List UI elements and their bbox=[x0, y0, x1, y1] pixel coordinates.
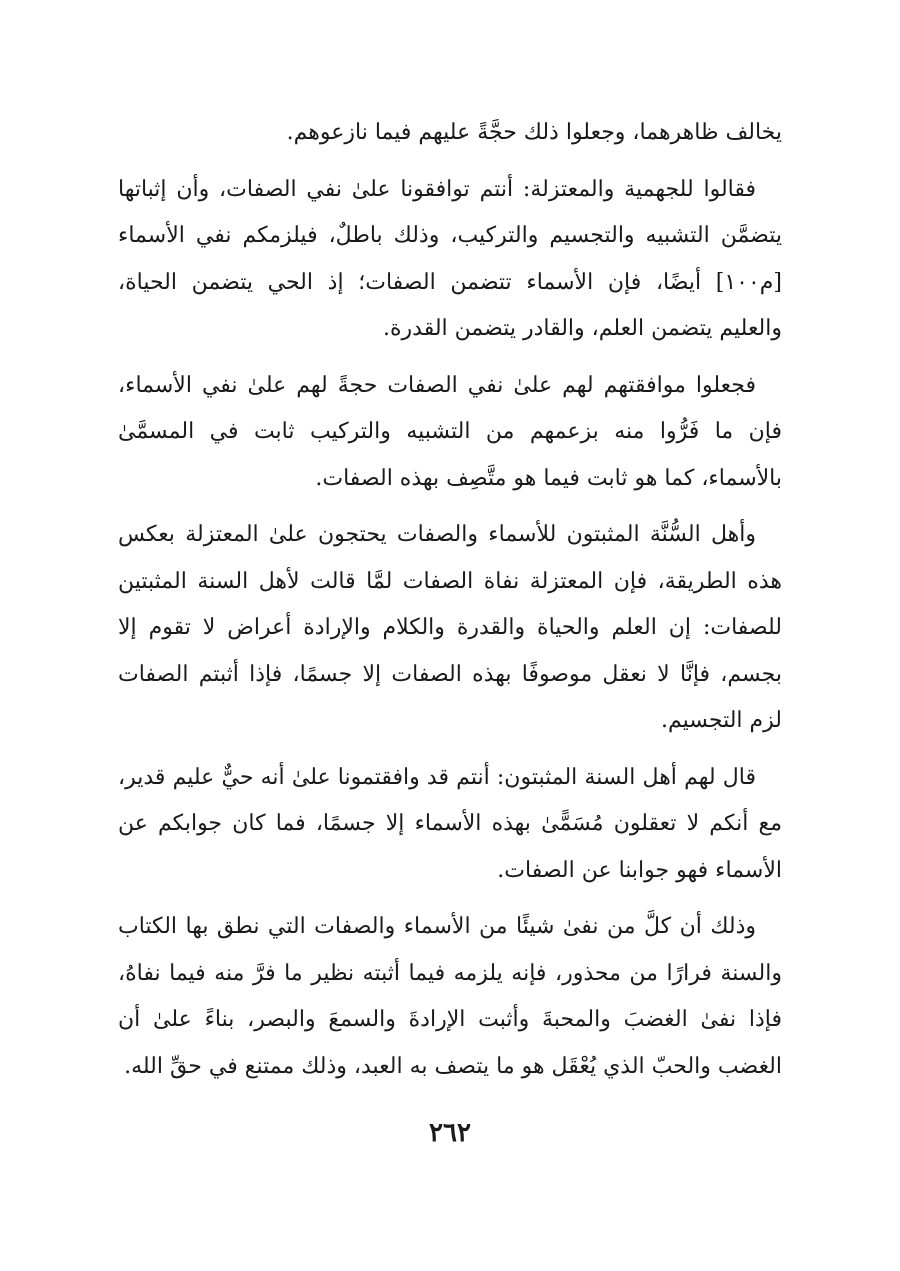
page-body bbox=[118, 110, 782, 1100]
paragraph-5: قال لهم أهل السنة المثبتون: أنتم قد وافقتمونا علىٰ أنه حيٌّ عليم قدير، مع أنكم لا تعقلون مُسَمًّىٰ بهذه الأسماء إلا جسمًا، فما كان جوابكم عن الأسماء فهو جوابنا عن الصفات. bbox=[118, 764, 782, 883]
paragraph-2: فقالوا للجهمية والمعتزلة: أنتم توافقونا علىٰ نفي الصفات، وأن إثباتها يتضمَّن التشبيه والتجسيم والتركيب، وذلك باطلٌ، فيلزمكم نفي الأسماء [م١٠٠] أيضًا، فإن الأسماء تتضمن الصفات؛ إذ الحي يتضمن الحياة، والعليم يتضمن العلم، والقادر يتضمن القدرة. bbox=[118, 176, 782, 341]
paragraph-3: فجعلوا موافقتهم لهم علىٰ نفي الصفات حجةً لهم علىٰ نفي الأسماء، فإن ما فَرُّوا منه بزعمهم من التشبيه والتركيب ثابت في المسمَّىٰ بالأسماء، كما هو ثابت فيما هو متَّصِف بهذه الصفات. bbox=[118, 372, 782, 491]
paragraph-6: وذلك أن كلَّ من نفىٰ شيئًا من الأسماء والصفات التي نطق بها الكتاب والسنة فرارًا من محذور، فإنه يلزمه فيما أثبته نظير ما فرَّ منه فيما نفاهُ، فإذا نفىٰ الغضبَ والمحبةَ وأثبت الإرادةَ والسمعَ والبصر، بناءً علىٰ أن الغضب والحبّ الذي يُعْقَل هو ما يتصف به العبد، وذلك ممتنع في حقِّ الله. bbox=[118, 914, 782, 1079]
paragraph-1: يخالف ظاهرهما، وجعلوا ذلك حجَّةً عليهم فيما نازعوهم. bbox=[286, 120, 782, 145]
page-number: ٢٦٢ bbox=[429, 1118, 471, 1148]
paragraph-4: وأهل السُّنَّة المثبتون للأسماء والصفات يحتجون علىٰ المعتزلة بعكس هذه الطريقة، فإن المعتزلة نفاة الصفات لمَّا قالت لأهل السنة المثبتين للصفات: إن العلم والحياة والقدرة والكلام والإرادة أعراض لا تقوم إلا بجسم، فإنَّا لا نعقل موصوفًا بهذه الصفات إلا جسمًا، فإذا أثبتم الصفات لزم التجسيم. bbox=[118, 522, 782, 733]
